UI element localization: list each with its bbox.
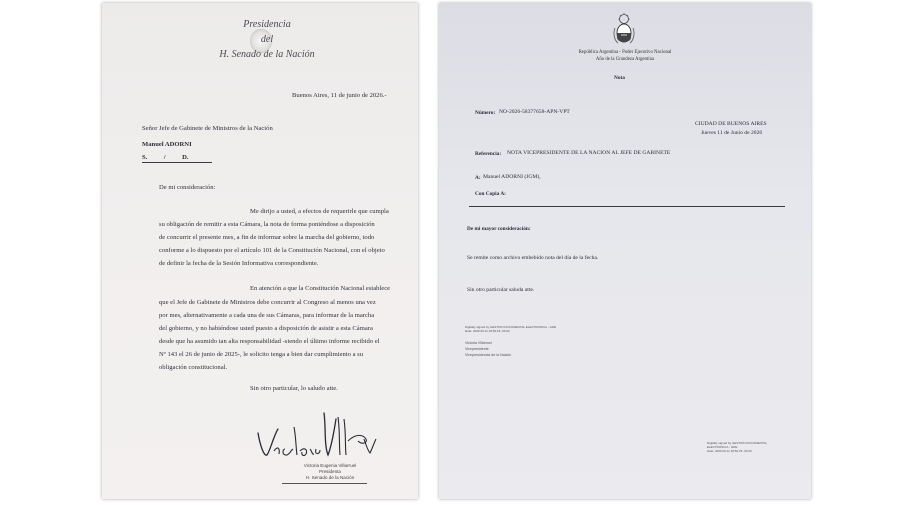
gde-note-sheet: [439, 3, 811, 499]
paragraph-2-line: Nº 143 el 26 de junio de 2025-, le solicito tenga a bien dar cumplimiento a su: [159, 351, 364, 358]
letter-closing: Sin otro particular, lo saludo atte.: [250, 385, 338, 392]
stamp-2-line: Date: 2026.06.11 18:50:25 -03:00: [707, 449, 752, 453]
handwritten-signature: [252, 405, 382, 467]
letterhead: [202, 17, 332, 62]
note-to-label: A:: [475, 175, 481, 181]
letterhead-line-3: H. Senado de la Nación: [219, 49, 315, 60]
paragraph-1-line: de definir la fecha de la Sesión Informativa correspondiente.: [159, 260, 319, 267]
note-signer-office: Vicepresidencia de la Nación: [465, 353, 512, 357]
note-signer-name: Victoria Villarruel: [465, 341, 492, 345]
letter-date: Buenos Aires, 11 de junio de 2026.-: [292, 92, 387, 99]
note-signer-role: Vicepresidente: [465, 347, 489, 351]
letter-addressee-ref: S. / D.: [142, 154, 189, 161]
note-header-line-2: Año de la Grandeza Argentina: [595, 56, 655, 62]
note-ref-value: NOTA VICEPRESIDENTE DE LA NACION AL JEFE DE GABINETE: [507, 150, 671, 156]
signer-body: H. Senado de la Nación: [305, 475, 355, 480]
note-cc-label: Con Copia A:: [475, 191, 506, 197]
paragraph-1-line: su obligación de remitir a esta Cámara, la nota de forma poniéndose a disposición: [159, 221, 375, 228]
stamp-1-line: Digitally signed by GESTION DOCUMENTAL ELECTRONICA - GDE: [465, 325, 557, 329]
letter-addressee-name: Manuel ADORNI: [142, 141, 192, 148]
note-city: CIUDAD DE BUENOS AIRES: [695, 121, 767, 127]
signer-block: [280, 463, 380, 481]
paragraph-1-line: de concurrir el presente mes, a fin de informar sobre la marcha del gobierno, todo: [159, 234, 375, 241]
paragraph-2-line: por mes, alternativamente a cada una de sus Cámaras, para informar de la marcha: [159, 312, 375, 319]
note-header: [525, 50, 725, 63]
addressee-underline: [142, 162, 212, 163]
note-doc-type: Nota: [614, 75, 625, 81]
paragraph-1-line: Me dirijo a usted, a efectos de requerirle que cumpla: [250, 208, 389, 215]
paragraph-2-line: del gobierno, y no habiéndose usted puesto a disposición de asistir a esta Cámara: [159, 325, 373, 332]
letter-addressee: Señor Jefe de Gabinete de Ministros de la Nación: [142, 125, 273, 132]
note-date: Jueves 11 de Junio de 2026: [701, 130, 763, 136]
note-body: Se remite como archivo embebido nota del día de la fecha.: [467, 255, 599, 261]
note-number-value: NO-2026-58377658-APN-VPT: [499, 109, 570, 115]
note-closing: Sin otro particular saluda atte.: [467, 287, 535, 293]
letter-salutation: De mi consideración:: [159, 184, 216, 191]
note-ref-label: Referencia:: [475, 151, 502, 157]
note-header-line-1: República Argentina - Poder Ejecutivo Nacional: [578, 50, 672, 55]
senate-letter-sheet: [102, 3, 418, 499]
note-number-label: Número:: [475, 110, 496, 116]
stamp-2-line: ELECTRONICA - GDE: [707, 445, 738, 449]
argentina-coat-of-arms-icon: [613, 13, 635, 45]
signer-name: Victoria Eugenia Villarruel: [303, 463, 357, 468]
letterhead-line-1: Presidencia: [243, 19, 291, 30]
signer-underline: [282, 483, 367, 484]
signer-title: Presidenta: [319, 469, 341, 474]
paragraph-2-line: En atención a que la Constitución Nacional establece: [250, 285, 391, 292]
paragraph-2-line: obligación constitucional.: [159, 364, 228, 371]
letterhead-line-2: del: [260, 34, 274, 45]
stamp-1-line: Date: 2026.06.11 18:50:18 -03:00: [465, 329, 510, 333]
note-divider: [469, 206, 785, 207]
note-to-value: Manuel ADORNI (JGM),: [483, 174, 541, 180]
paragraph-2-line: desde que ha asumido tan alta responsabilidad -siendo el último informe recibido el: [159, 338, 380, 345]
stamp-2-line: Digitally signed by GESTION DOCUMENTAL: [707, 441, 768, 445]
paragraph-1-line: conforme a lo dispuesto por el artículo 101 de la Constitución Nacional, con el objeto: [159, 247, 385, 254]
paragraph-2-line: que el Jefe de Gabinete de Ministros debe concurrir al Congreso al menos una vez: [159, 299, 376, 306]
note-salutation: De mi mayor consideración:: [467, 226, 531, 232]
